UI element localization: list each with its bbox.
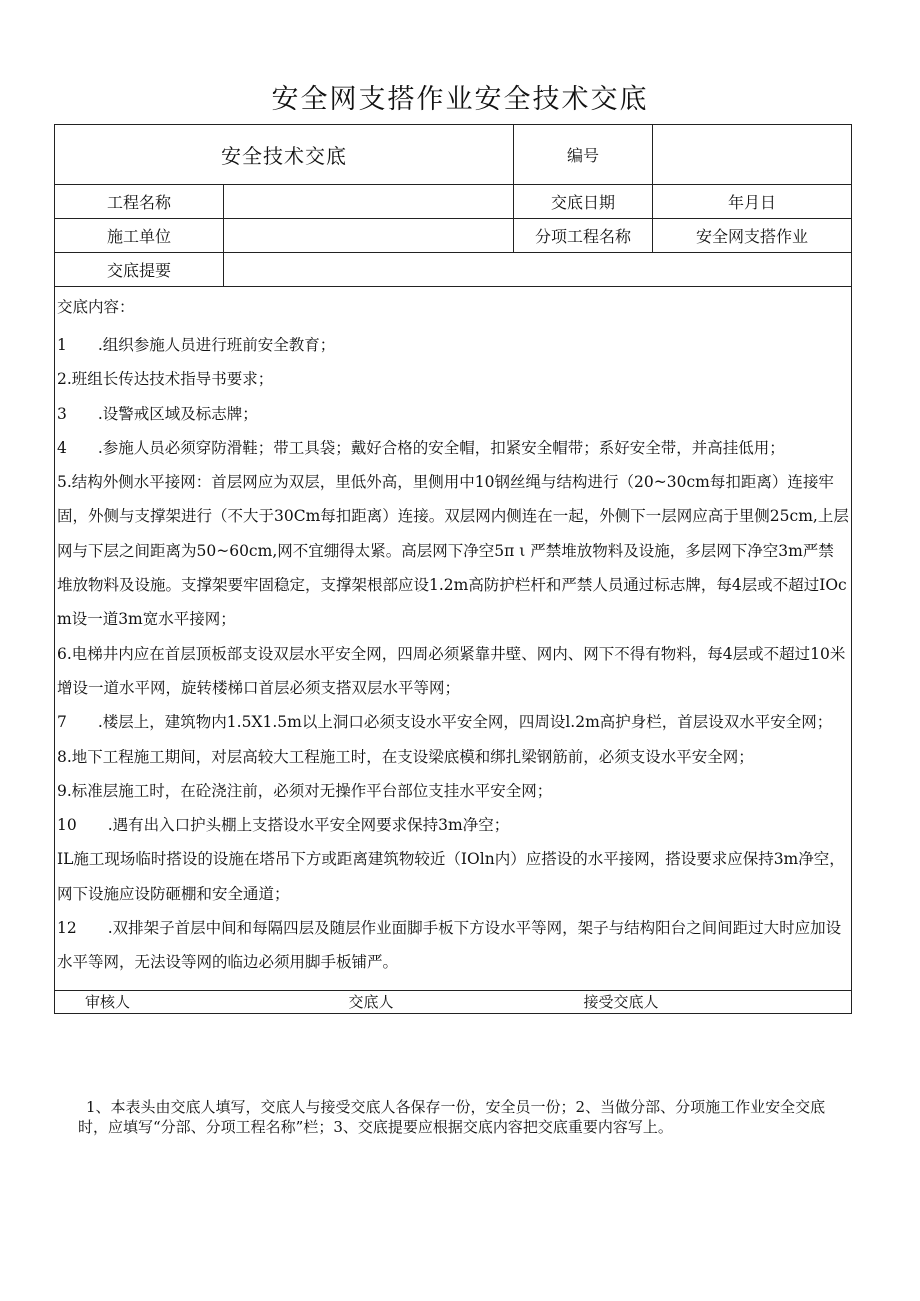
content-item: 10 .遇有出入口护头棚上支搭设水平安全网要求保持3m净空；: [57, 816, 510, 835]
presenter-label: 交底人: [224, 990, 514, 1013]
disclosure-form-table: [54, 124, 852, 1014]
content-item: 12 .双排架子首层中间和每隔四层及随层作业面脚手板下方设水平等网，架子与结构阳台之间间距过大时应加设水平等网，无法设等网的临边必须用脚手板铺严。: [57, 919, 842, 972]
date-label: 交底日期: [514, 185, 653, 219]
date-field[interactable]: 年月日: [653, 185, 852, 219]
content-row: [55, 287, 852, 991]
number-label: 编号: [514, 125, 653, 185]
content-item: 7 .楼层上，建筑物内1.5X1.5m以上洞口必须支设水平安全网，四周设l.2m高护身栏，首层设双水平安全网；: [57, 713, 833, 732]
receiver-label: 接受交底人: [514, 990, 852, 1013]
content-cell: [55, 287, 852, 991]
content-label: 交底内容：: [57, 298, 135, 316]
content-item: 2.班组长传达技术指导书要求；: [57, 370, 274, 389]
summary-row: [55, 253, 852, 287]
summary-label: 交底提要: [55, 253, 224, 287]
project-name-label: 工程名称: [55, 185, 224, 219]
content-item: 5.结构外侧水平接网：首层网应为双层，里低外高，里侧用中10钢丝绳与结构进行（20~30cm每扣距离）连接牢固，外侧与支撑架进行（不大于30Cm每扣距离）连接。双层网内侧连在一起，外侧下一层网应高于里侧25cm,上层网与下层之间距离为50~60cm,网不宜绷得太紧。高层网下净空5π ι 严禁堆放物料及设施，多层网下净空3m严禁堆放物料及设施。支撑架要牢固稳定，支撑架根部应设1.2m高防护栏杆和严禁人员通过标志牌，每4层或不超过IOcm设一道3m宽水平接网；: [57, 473, 849, 629]
doc-type-label: 安全技术交底: [55, 125, 514, 185]
project-row: [55, 185, 852, 219]
number-field[interactable]: [653, 125, 852, 185]
document-title: 安全网支搭作业安全技术交底: [271, 84, 649, 115]
content-item: 6.电梯井内应在首层顶板部支设双层水平安全网，四周必须紧靠井壁、网内、网下不得有物料，每4层或不超过10米增设一道水平网，旋转楼梯口首层必须支搭双层水平等网；: [57, 644, 846, 697]
header-row: [55, 125, 852, 185]
reviewer-label: 审核人: [55, 990, 224, 1013]
construction-unit-label: 施工单位: [55, 219, 224, 253]
content-item: 4 .参施人员必须穿防滑鞋；带工具袋；戴好合格的安全帽，扣紧安全帽带；系好安全带，并高挂低用；: [57, 438, 785, 457]
sub-project-label: 分项工程名称: [514, 219, 653, 253]
content-item: 3 .设警戒区域及标志牌；: [57, 404, 258, 423]
unit-row: [55, 219, 852, 253]
content-item: 8.地下工程施工期间，对层高较大工程施工时，在支设梁底模和绑扎梁钢筋前，必须支设水平安全网；: [57, 747, 754, 766]
summary-field[interactable]: [224, 253, 852, 287]
project-name-field[interactable]: [224, 185, 514, 219]
construction-unit-field[interactable]: [224, 219, 514, 253]
footnote: 1、本表头由交底人填写，交底人与接受交底人各保存一份，安全员一份；2、当做分部、分项施工作业安全交底时，应填写“分部、分项工程名称”栏；3、交底提要应根据交底内容把交底重要内容写上。: [78, 1098, 826, 1136]
sub-project-field[interactable]: 安全网支搭作业: [653, 219, 852, 253]
content-item: 9.标准层施工时，在砼浇注前，必须对无操作平台部位支挂水平安全网；: [57, 781, 553, 800]
content-item: IL施工现场临时搭设的设施在塔吊下方或距离建筑物较近（IOln内）应搭设的水平接网，搭设要求应保持3m净空，网下设施应设防砸棚和安全通道；: [57, 850, 845, 903]
content-item: 1 .组织参施人员进行班前安全教育；: [57, 336, 336, 354]
signature-row: [55, 990, 852, 1013]
